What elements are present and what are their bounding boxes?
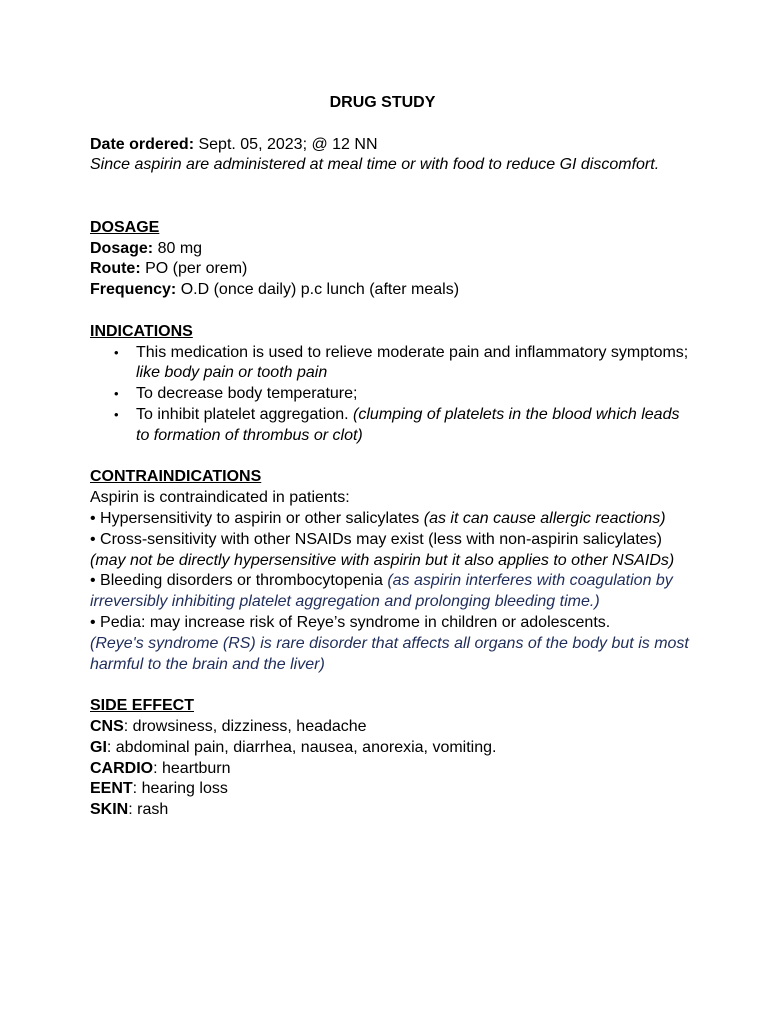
dosage-value: 80 mg [153, 239, 203, 257]
frequency-label: Frequency: [90, 281, 177, 299]
reye-syndrome-note [90, 634, 690, 676]
contraindication-text: • Cross-sensitivity with other NSAIDs may exist (less with non-aspirin salicylates) [90, 530, 662, 548]
dosage-heading: DOSAGE [90, 218, 160, 236]
side-effect-value: : rash [128, 801, 169, 819]
reye-note-text: (Reye's syndrome (RS) is rare disorder that affects all organs of the body but is most harmful to the brain and the liver) [90, 634, 689, 673]
side-effect-gi [90, 738, 690, 759]
contraindication-note: (as aspirin interferes with coagulation by irreversibly inhibiting platelet aggregation and prolonging bleeding time.) [90, 572, 673, 611]
side-effect-value: : drowsiness, dizziness, headache [123, 717, 367, 735]
contraindication-note: (may not be directly hypersensitive with aspirin but it also applies to other NSAIDs) [90, 551, 675, 569]
indication-text: To decrease body temperature; [136, 385, 358, 403]
dosage-label: Dosage: [90, 239, 154, 257]
document-page [90, 93, 690, 821]
contraindication-note: (as it can cause allergic reactions) [423, 509, 666, 527]
contraindication-item [90, 613, 690, 634]
contraindication-text: • Hypersensitivity to aspirin or other salicylates [90, 509, 424, 527]
side-effect-label: GI [90, 738, 107, 756]
route-label: Route: [90, 260, 141, 278]
list-item [136, 405, 690, 447]
side-effect-heading: SIDE EFFECT [90, 697, 195, 715]
contraindication-text: • Bleeding disorders or thrombocytopenia [90, 572, 388, 590]
date-ordered-value: Sept. 05, 2023; @ 12 NN [194, 135, 378, 153]
contraindications-heading: CONTRAINDICATIONS [90, 468, 262, 486]
date-ordered-note [90, 155, 690, 176]
contraindication-item [90, 509, 690, 530]
contraindication-item [90, 530, 690, 572]
page-title: DRUG STUDY [329, 94, 436, 111]
side-effect-label: CARDIO [90, 759, 154, 777]
dosage-line [90, 239, 690, 260]
contraindication-item [90, 571, 690, 613]
contraindication-text: • Pedia: may increase risk of Reye’s syndrome in children or adolescents. [90, 613, 611, 631]
side-effect-value: : hearing loss [132, 780, 228, 798]
side-effect-skin [90, 800, 690, 821]
side-effect-label: EENT [90, 780, 133, 798]
route-value: PO (per orem) [140, 260, 248, 278]
list-item [136, 384, 690, 405]
indication-text: To inhibit platelet aggregation. [136, 405, 354, 423]
frequency-value: O.D (once daily) p.c lunch (after meals) [176, 281, 460, 299]
side-effect-eent [90, 779, 690, 800]
side-effect-value: : heartburn [153, 759, 231, 777]
side-effect-cns [90, 717, 690, 738]
side-effect-cardio [90, 759, 690, 780]
route-line [90, 259, 690, 280]
indication-text: This medication is used to relieve moderate pain and inflammatory symptoms; [136, 343, 689, 361]
side-effect-value: : abdominal pain, diarrhea, nausea, anorexia, vomiting. [106, 738, 497, 756]
date-ordered-line [90, 135, 690, 156]
indications-heading: INDICATIONS [90, 322, 193, 340]
list-item [136, 343, 690, 385]
date-ordered-label: Date ordered: [90, 135, 195, 153]
contraindications-intro: Aspirin is contraindicated in patients: [90, 489, 350, 507]
date-note-text: Since aspirin are administered at meal time or with food to reduce GI discomfort. [90, 156, 660, 174]
indication-note: (clumping of platelets in the blood which leads to formation of thrombus or clot) [136, 405, 680, 444]
indications-list [90, 343, 690, 447]
frequency-line [90, 280, 690, 301]
indication-note: like body pain or tooth pain [136, 364, 328, 382]
side-effect-label: CNS [90, 717, 124, 735]
side-effect-label: SKIN [90, 801, 129, 819]
